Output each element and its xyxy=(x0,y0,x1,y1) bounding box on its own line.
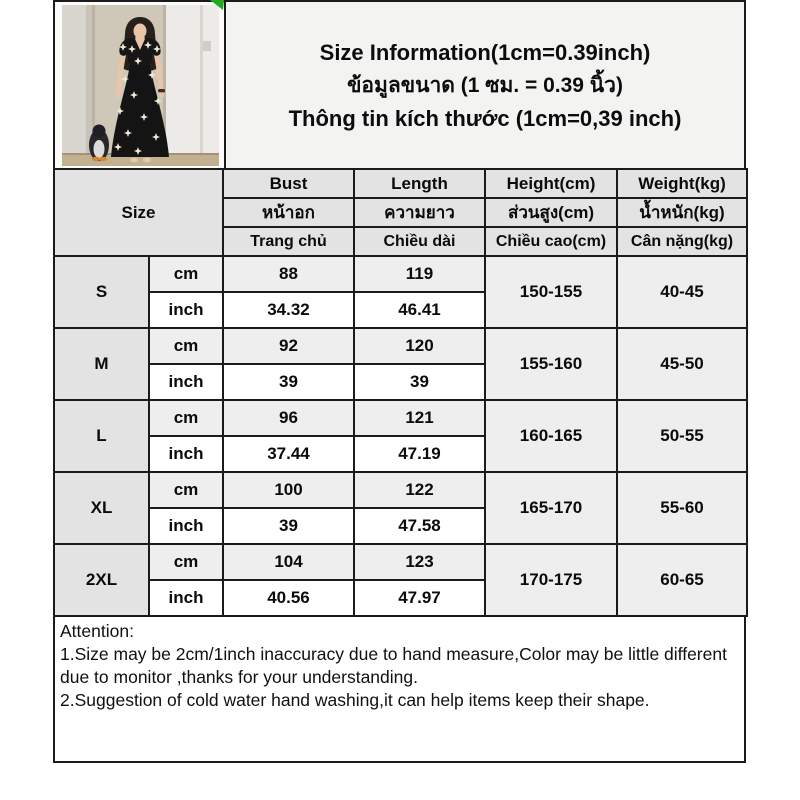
weight-range-value: 55-60 xyxy=(617,472,747,544)
length-cm-value: 119 xyxy=(354,256,485,292)
size-row-label: S xyxy=(54,256,149,328)
bust-cm-value: 88 xyxy=(223,256,354,292)
unit-label-cm: cm xyxy=(149,400,223,436)
product-photo xyxy=(62,5,219,166)
bust-header-th: หน้าอก xyxy=(223,198,354,227)
size-chart-sheet xyxy=(53,0,746,763)
product-photo-illustration xyxy=(62,5,219,166)
height-range-value: 150-155 xyxy=(485,256,617,328)
unit-label-cm: cm xyxy=(149,472,223,508)
bust-inch-value: 39 xyxy=(223,364,354,400)
weight-header-vi: Cân nặng(kg) xyxy=(617,227,747,256)
attention-box xyxy=(53,617,746,763)
title-thai: ข้อมูลขนาด (1 ซม. = 0.39 นิ้ว) xyxy=(347,73,623,97)
unit-label-cm: cm xyxy=(149,328,223,364)
height-header-th: ส่วนสูง(cm) xyxy=(485,198,617,227)
height-header-en: Height(cm) xyxy=(485,169,617,198)
length-inch-value: 39 xyxy=(354,364,485,400)
attention-note-2: 2.Suggestion of cold water hand washing,it can help items keep their shape. xyxy=(60,690,650,710)
unit-label-inch: inch xyxy=(149,292,223,328)
size-info-title-block xyxy=(226,2,744,168)
size-table xyxy=(53,168,748,617)
weight-range-value: 50-55 xyxy=(617,400,747,472)
bust-inch-value: 40.56 xyxy=(223,580,354,616)
bust-cm-value: 92 xyxy=(223,328,354,364)
product-photo-cell xyxy=(55,2,226,168)
size-row-label: XL xyxy=(54,472,149,544)
bust-cm-value: 96 xyxy=(223,400,354,436)
weight-range-value: 40-45 xyxy=(617,256,747,328)
bust-inch-value: 34.32 xyxy=(223,292,354,328)
length-inch-value: 47.97 xyxy=(354,580,485,616)
bust-cm-value: 104 xyxy=(223,544,354,580)
size-row-label: M xyxy=(54,328,149,400)
unit-label-inch: inch xyxy=(149,436,223,472)
length-inch-value: 47.58 xyxy=(354,508,485,544)
size-row-label: L xyxy=(54,400,149,472)
length-header-vi: Chiều dài xyxy=(354,227,485,256)
title-vietnamese: Thông tin kích thước (1cm=0,39 inch) xyxy=(288,105,682,131)
height-range-value: 170-175 xyxy=(485,544,617,616)
length-cm-value: 122 xyxy=(354,472,485,508)
length-cm-value: 121 xyxy=(354,400,485,436)
attention-note-1: 1.Size may be 2cm/1inch inaccuracy due to hand measure,Color may be little different due to monitor ,thanks for your understanding. xyxy=(60,644,727,687)
bust-header-vi: Trang chủ xyxy=(223,227,354,256)
weight-header-th: น้ำหนัก(kg) xyxy=(617,198,747,227)
height-header-vi: Chiều cao(cm) xyxy=(485,227,617,256)
unit-label-inch: inch xyxy=(149,580,223,616)
header-section xyxy=(53,0,746,168)
bust-inch-value: 37.44 xyxy=(223,436,354,472)
size-row-label: 2XL xyxy=(54,544,149,616)
height-range-value: 155-160 xyxy=(485,328,617,400)
green-corner-icon xyxy=(209,0,225,11)
size-header-cell: Size xyxy=(54,169,223,256)
weight-range-value: 45-50 xyxy=(617,328,747,400)
unit-label-cm: cm xyxy=(149,544,223,580)
title-english: Size Information(1cm=0.39inch) xyxy=(319,39,651,65)
weight-header-en: Weight(kg) xyxy=(617,169,747,198)
height-range-value: 160-165 xyxy=(485,400,617,472)
unit-label-inch: inch xyxy=(149,364,223,400)
length-inch-value: 47.19 xyxy=(354,436,485,472)
bust-cm-value: 100 xyxy=(223,472,354,508)
length-cm-value: 123 xyxy=(354,544,485,580)
length-header-th: ความยาว xyxy=(354,198,485,227)
length-header-en: Length xyxy=(354,169,485,198)
bust-inch-value: 39 xyxy=(223,508,354,544)
length-cm-value: 120 xyxy=(354,328,485,364)
unit-label-cm: cm xyxy=(149,256,223,292)
unit-label-inch: inch xyxy=(149,508,223,544)
height-range-value: 165-170 xyxy=(485,472,617,544)
weight-range-value: 60-65 xyxy=(617,544,747,616)
length-inch-value: 46.41 xyxy=(354,292,485,328)
attention-heading: Attention: xyxy=(60,621,134,641)
bust-header-en: Bust xyxy=(223,169,354,198)
